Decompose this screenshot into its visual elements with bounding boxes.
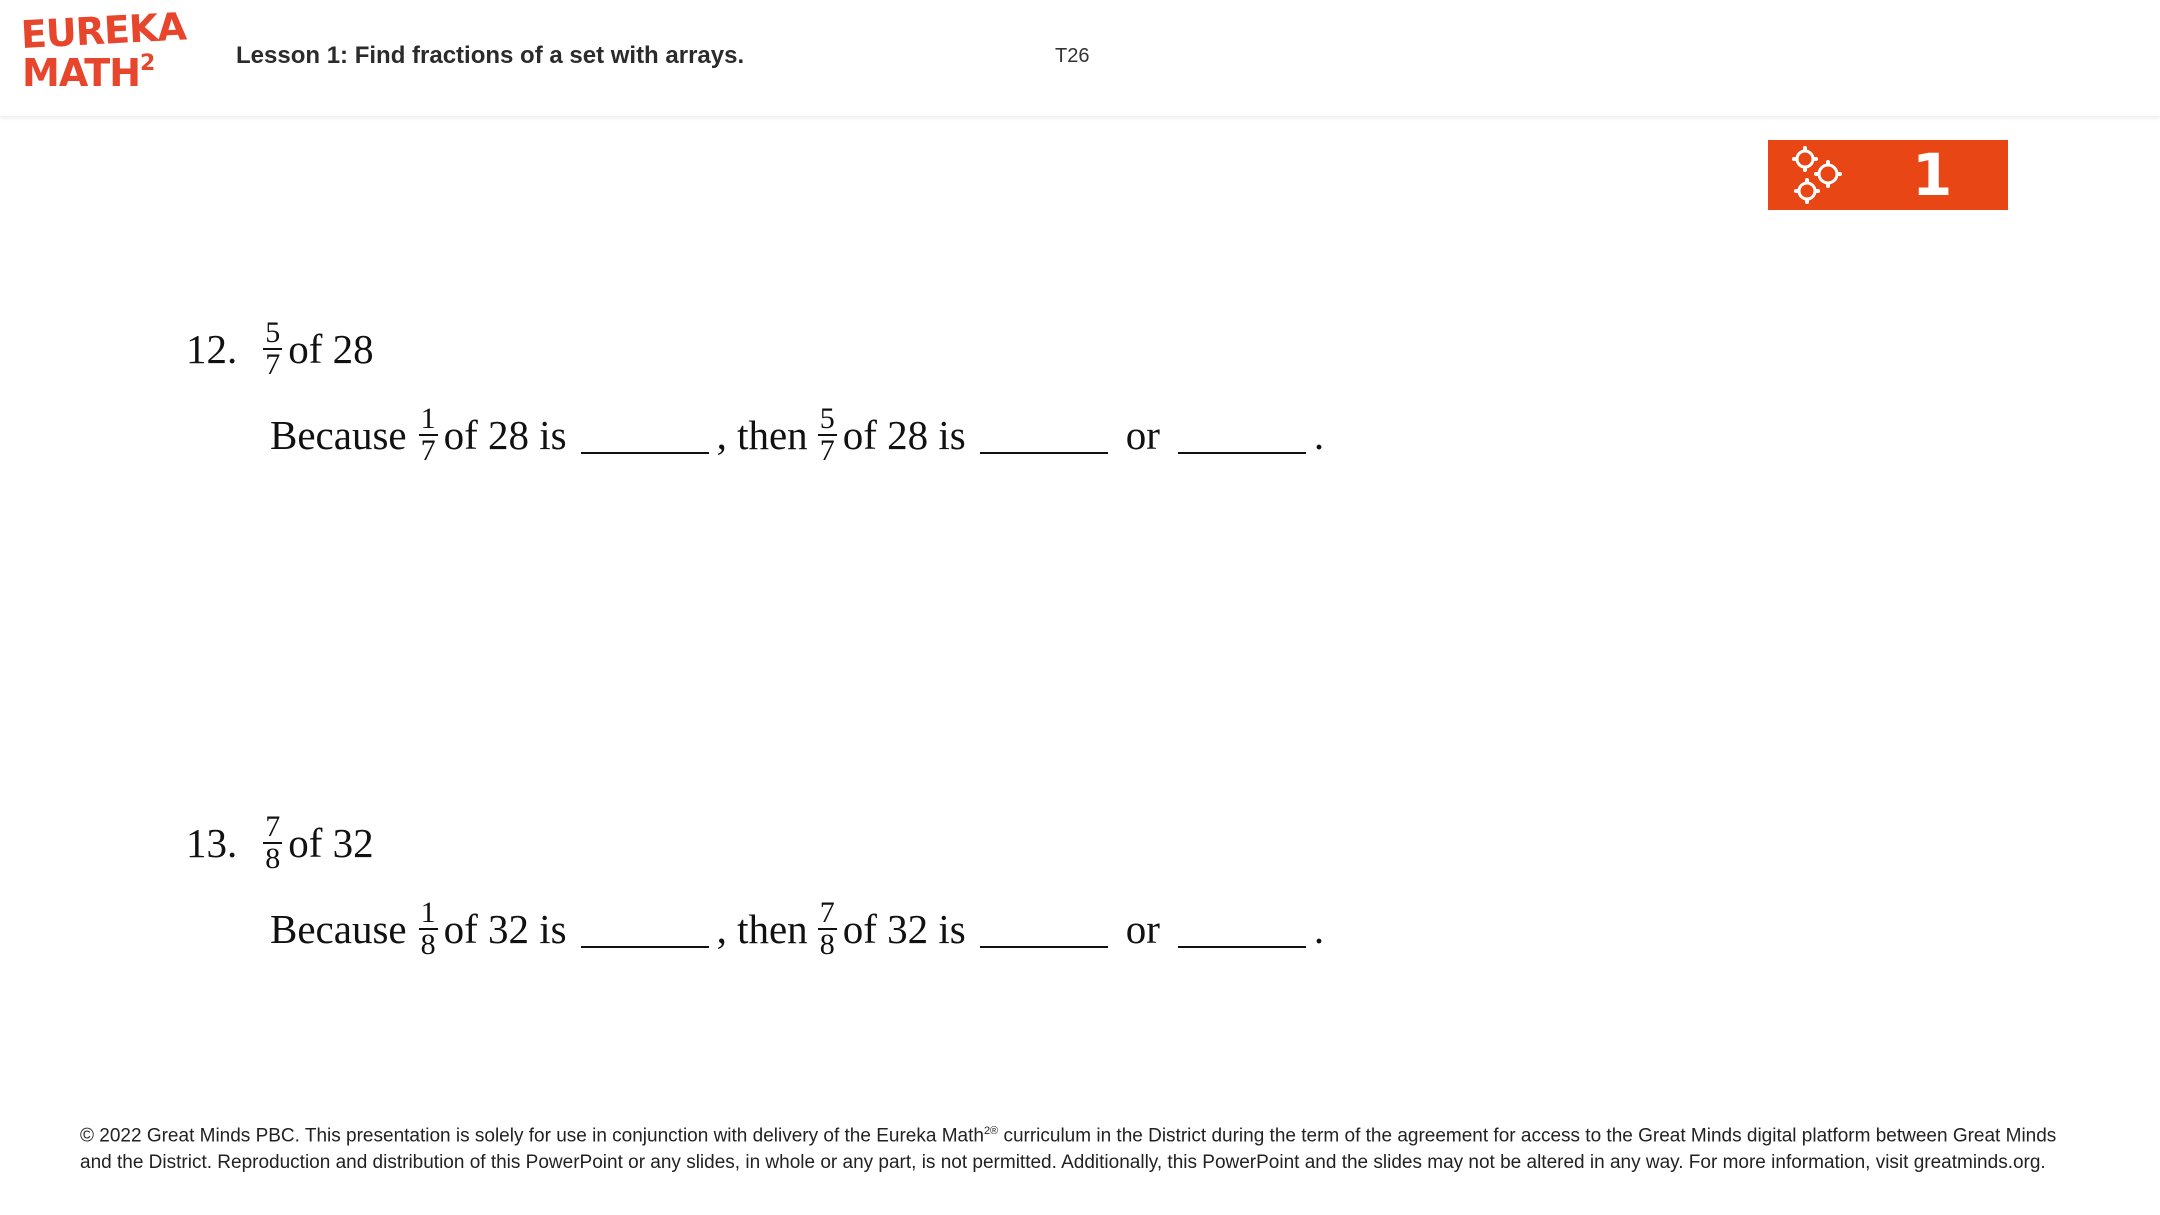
answer-blank[interactable]	[980, 910, 1108, 948]
fraction: $\frac{5}{7}$	[819, 402, 835, 467]
eureka-math-logo: EUREKA MATH$^2$	[19, 4, 187, 95]
answer-blank[interactable]	[581, 910, 709, 948]
problem-number: 13.	[186, 820, 238, 866]
lesson-badge	[1768, 140, 2008, 210]
unit-fraction: $\frac{1}{7}$	[420, 402, 436, 467]
because-sentence: Because $\frac{1}{8}$ of 32 is , then $\frac{7}{8}$ of 32 is or .	[270, 896, 1325, 961]
unit-fraction: $\frac{1}{8}$	[420, 896, 436, 961]
problem-statement: 13. $\frac{7}{8}$ of 32	[186, 810, 374, 875]
gears-icon	[1788, 145, 1850, 205]
header-bar	[0, 0, 2160, 116]
lesson-number: 1	[1912, 141, 1953, 209]
problem-number: 12.	[186, 326, 238, 372]
fraction: $\frac{7}{8}$	[265, 810, 281, 875]
answer-blank[interactable]	[980, 416, 1108, 454]
lesson-title: Lesson 1: Find fractions of a set with arrays.	[236, 42, 745, 69]
answer-blank[interactable]	[1178, 416, 1306, 454]
answer-blank[interactable]	[1178, 910, 1306, 948]
fraction: $\frac{5}{7}$	[265, 316, 281, 381]
answer-blank[interactable]	[581, 416, 709, 454]
fraction: $\frac{7}{8}$	[819, 896, 835, 961]
copyright-footer: © 2022 Great Minds PBC. This presentation is solely for use in conjunction with delivery of the Eureka Math$^{2®}$ curriculum in the District during the term of the agreement for access to the Great Minds digital platform between Great Minds and the District. Reproduction and distribution of this PowerPoint or any slides, in whole or any part, is not permitted. Additionally, this PowerPoint and the slides may not be altered in any way. For more information, visit greatminds.org.	[80, 1125, 2057, 1174]
page-code: T26	[1055, 45, 1090, 67]
because-sentence: Because $\frac{1}{7}$ of 28 is , then $\frac{5}{7}$ of 28 is or .	[270, 402, 1325, 467]
problem-statement: 12. $\frac{5}{7}$ of 28	[186, 316, 374, 381]
